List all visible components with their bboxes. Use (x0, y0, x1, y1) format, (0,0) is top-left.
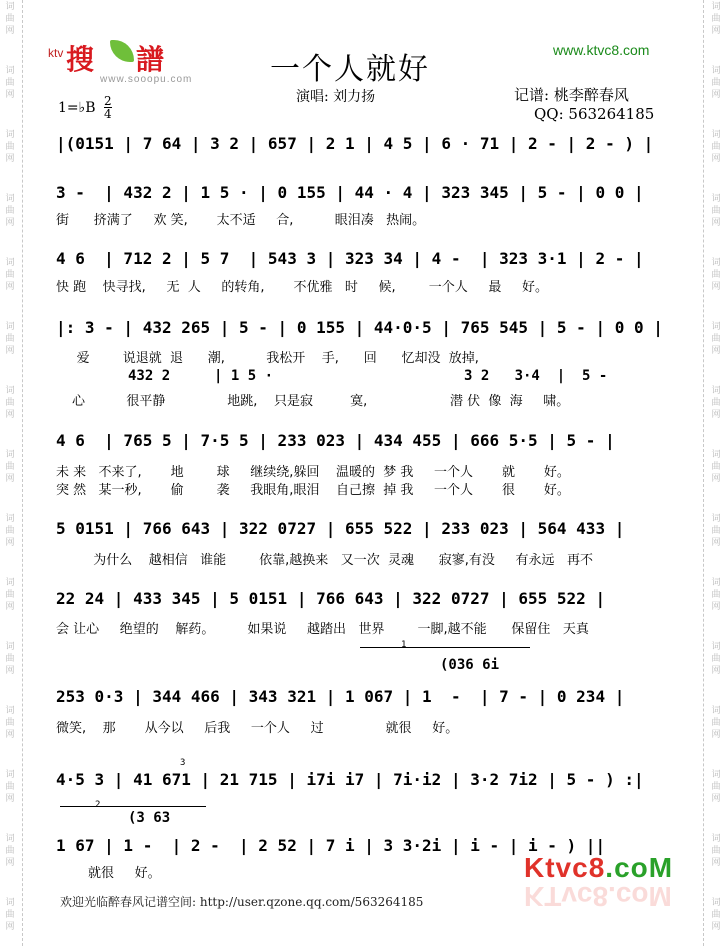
watermark-char: 网 (711, 346, 721, 356)
alt-voice-lyrics: 心 很平静 地跳, 只是寂 寞, 潜 伏 像 海 啸。 (72, 394, 570, 409)
watermark-char: 网 (5, 282, 15, 292)
watermark-char: 词 (5, 770, 15, 780)
watermark-char: 网 (711, 26, 721, 36)
ending-1-label: 1 (401, 640, 407, 650)
watermark-char: 曲 (711, 206, 721, 216)
watermark-char: 词 (711, 898, 721, 908)
watermark-char: 网 (711, 218, 721, 228)
watermark-char: 曲 (711, 334, 721, 344)
watermark-char: 网 (711, 922, 721, 932)
time-signature (104, 95, 112, 120)
watermark-char: 网 (5, 666, 15, 676)
watermark-char: 词 (711, 450, 721, 460)
watermark-char: 曲 (5, 14, 15, 24)
watermark-char: 词 (5, 898, 15, 908)
lyrics-row-10: 就很 好。 (88, 866, 161, 881)
watermark-char: 曲 (5, 590, 15, 600)
watermark-char: 曲 (711, 846, 721, 856)
footer-note: 欢迎光临醉春风记谱空间: http://user.qzone.qq.com/563264185 (60, 895, 424, 909)
watermark-char: 词 (711, 322, 721, 332)
watermark-char: 曲 (5, 398, 15, 408)
score-row-7: 22 24 | 433 345 | 5 0151 | 766 643 | 322 0727 | 655 522 | (56, 589, 606, 608)
score-row-4: |: 3 - | 432 265 | 5 - | 0 155 | 44·0·5 | 765 545 | 5 - | 0 0 | (56, 318, 663, 337)
watermark-char: 词 (711, 514, 721, 524)
watermark-char: 词 (711, 130, 721, 140)
lyrics-row-5b: 突 然 某一秒, 偷 袭 我眼角,眼泪 自己擦 掉 我 一个人 很 好。 (56, 483, 570, 498)
lyrics-row-6: 为什么 越相信 谁能 依靠,越换来 又一次 灵魂 寂寥,有没 有永远 再不 (56, 553, 593, 568)
watermark-char: 网 (711, 282, 721, 292)
watermark-char: 曲 (5, 526, 15, 536)
watermark-char: 词 (711, 834, 721, 844)
score-row-9: 4·5 3 | 41 671 | 21 715 | i7i i7 | 7i·i2 | 3·2 7i2 | 5 - ) :| (56, 770, 644, 789)
watermark-char: 词 (711, 642, 721, 652)
watermark-char: 曲 (5, 270, 15, 280)
watermark-char: 词 (5, 386, 15, 396)
lyrics-row-4: 爱 说退就 退 潮, 我松开 手, 回 忆却没 放掉, (56, 351, 479, 366)
watermark-char: 词 (5, 450, 15, 460)
ktvc8-corner-logo (524, 852, 674, 922)
watermark-char: 曲 (5, 142, 15, 152)
transcriber-credit: 记谱: 桃李醉春风 (514, 86, 629, 104)
ktvc8-logo-text: Ktvc8.coM (524, 852, 674, 883)
watermark-char: 曲 (5, 718, 15, 728)
watermark-char: 网 (5, 922, 15, 932)
watermark-char: 曲 (711, 526, 721, 536)
lyrics-row-3: 快 跑 快寻找, 无 人 的转角, 不优雅 时 候, 一个人 最 好。 (56, 280, 549, 295)
score-row-8: 253 0·3 | 344 466 | 343 321 | 1 067 | 1 - | 7 - | 0 234 | (56, 687, 625, 706)
time-signature-bottom: 4 (104, 107, 112, 121)
watermark-char: 网 (5, 538, 15, 548)
watermark-char: 词 (5, 642, 15, 652)
watermark-char: 网 (5, 730, 15, 740)
watermark-char: 网 (5, 794, 15, 804)
watermark-char: 词 (5, 2, 15, 12)
ending-2-bracket (60, 806, 206, 807)
score-row-6: 5 0151 | 766 643 | 322 0727 | 655 522 | 233 023 | 564 433 | (56, 519, 625, 538)
watermark-char: 网 (711, 538, 721, 548)
watermark-char: 词 (5, 258, 15, 268)
watermark-char: 网 (5, 346, 15, 356)
watermark-char: 曲 (711, 782, 721, 792)
pickup-a: (036 6i (440, 657, 500, 673)
watermark-char: 曲 (5, 782, 15, 792)
alt-voice-notes-a: 432 2 (128, 368, 171, 384)
watermark-char: 词 (711, 386, 721, 396)
watermark-char: 网 (711, 410, 721, 420)
watermark-char: 词 (711, 66, 721, 76)
watermark-char: 曲 (711, 270, 721, 280)
watermark-char: 网 (711, 858, 721, 868)
watermark-char: 曲 (711, 142, 721, 152)
ktvc8-logo-reflection: KTvc8.coM (524, 881, 672, 912)
watermark-char: 词 (711, 194, 721, 204)
watermark-char: 网 (711, 602, 721, 612)
key-signature: 1=♭B (58, 100, 96, 116)
lyrics-row-2: 街 挤满了 欢 笑, 太不适 合, 眼泪凑 热闹。 (56, 213, 426, 228)
score-row-3: 4 6 | 712 2 | 5 7 | 543 3 | 323 34 | 4 - | 323 3·1 | 2 - | (56, 249, 644, 268)
score-row-1: |(0151 | 7 64 | 3 2 | 657 | 2 1 | 4 5 | 6 · 71 | 2 - | 2 - ) | (56, 134, 654, 153)
logo-prefix: ktv (48, 46, 64, 60)
lyrics-row-8: 微笑, 那 从今以 后我 一个人 过 就很 好。 (56, 721, 459, 736)
watermark-char: 曲 (5, 462, 15, 472)
song-title: 一个人就好 (270, 52, 430, 87)
watermark-char: 网 (5, 154, 15, 164)
watermark-char: 曲 (711, 718, 721, 728)
watermark-char: 曲 (711, 590, 721, 600)
watermark-char: 曲 (5, 654, 15, 664)
watermark-char: 网 (711, 794, 721, 804)
singer-credit: 演唱: 刘力扬 (296, 89, 376, 105)
logo-brand-a: 搜 (66, 43, 95, 76)
watermark-char: 词 (711, 770, 721, 780)
watermark-char: 词 (5, 322, 15, 332)
watermark-char: 曲 (711, 654, 721, 664)
watermark-char: 词 (711, 258, 721, 268)
watermark-char: 词 (5, 834, 15, 844)
alt-voice-notes-c: 3 2 3·4 | 5 - (464, 368, 608, 384)
watermark-char: 词 (5, 578, 15, 588)
watermark-char: 曲 (5, 910, 15, 920)
site-url[interactable]: www.ktvc8.com (553, 42, 650, 58)
leaf-icon (110, 40, 134, 62)
watermark-char: 网 (5, 90, 15, 100)
triplet-mark: 3 (180, 758, 186, 768)
watermark-char: 网 (5, 218, 15, 228)
watermark-char: 词 (5, 194, 15, 204)
watermark-char: 曲 (711, 14, 721, 24)
watermark-char: 网 (711, 730, 721, 740)
score-row-10: 1 67 | 1 - | 2 - | 2 52 | 7 i | 3 3·2i | i - | i - ) || (56, 836, 606, 855)
ending-2-label: 2 (95, 800, 101, 810)
watermark-char: 词 (711, 578, 721, 588)
time-signature-top: 2 (104, 94, 112, 108)
watermark-char: 曲 (5, 78, 15, 88)
watermark-char: 曲 (711, 462, 721, 472)
watermark-char: 曲 (5, 206, 15, 216)
watermark-char: 词 (711, 706, 721, 716)
pickup-b: (3 63 (128, 810, 171, 826)
watermark-char: 网 (711, 90, 721, 100)
score-row-5: 4 6 | 765 5 | 7·5 5 | 233 023 | 434 455 | 666 5·5 | 5 - | (56, 431, 615, 450)
watermark-char: 词 (5, 514, 15, 524)
watermark-char: 词 (5, 66, 15, 76)
watermark-char: 曲 (711, 910, 721, 920)
watermark-char: 网 (711, 474, 721, 484)
watermark-char: 网 (5, 474, 15, 484)
qq-number: QQ: 563264185 (534, 105, 655, 123)
lyrics-row-5a: 未 来 不来了, 地 球 继续绕,躲回 温暖的 梦 我 一个人 就 好。 (56, 465, 570, 480)
sooopu-logo (48, 38, 193, 85)
ending-1-bracket (360, 647, 530, 648)
watermark-char: 曲 (5, 334, 15, 344)
watermark-char: 网 (5, 858, 15, 868)
watermark-char: 网 (5, 26, 15, 36)
watermark-char: 词 (5, 706, 15, 716)
watermark-char: 词 (5, 130, 15, 140)
watermark-char: 网 (711, 666, 721, 676)
watermark-char: 网 (5, 602, 15, 612)
logo-url: www.sooopu.com (100, 74, 193, 85)
alt-voice-notes-b: | 1 5 · (214, 368, 274, 384)
watermark-char: 曲 (711, 78, 721, 88)
watermark-char: 曲 (5, 846, 15, 856)
watermark-char: 曲 (711, 398, 721, 408)
score-row-2: 3 - | 432 2 | 1 5 · | 0 155 | 44 · 4 | 323 345 | 5 - | 0 0 | (56, 183, 644, 202)
watermark-char: 词 (711, 2, 721, 12)
lyrics-row-7: 会 让心 绝望的 解药。 如果说 越踏出 世界 一脚,越不能 保留住 天真 (56, 622, 589, 637)
logo-brand-b: 譜 (136, 43, 165, 76)
watermark-char: 网 (5, 410, 15, 420)
watermark-char: 网 (711, 154, 721, 164)
